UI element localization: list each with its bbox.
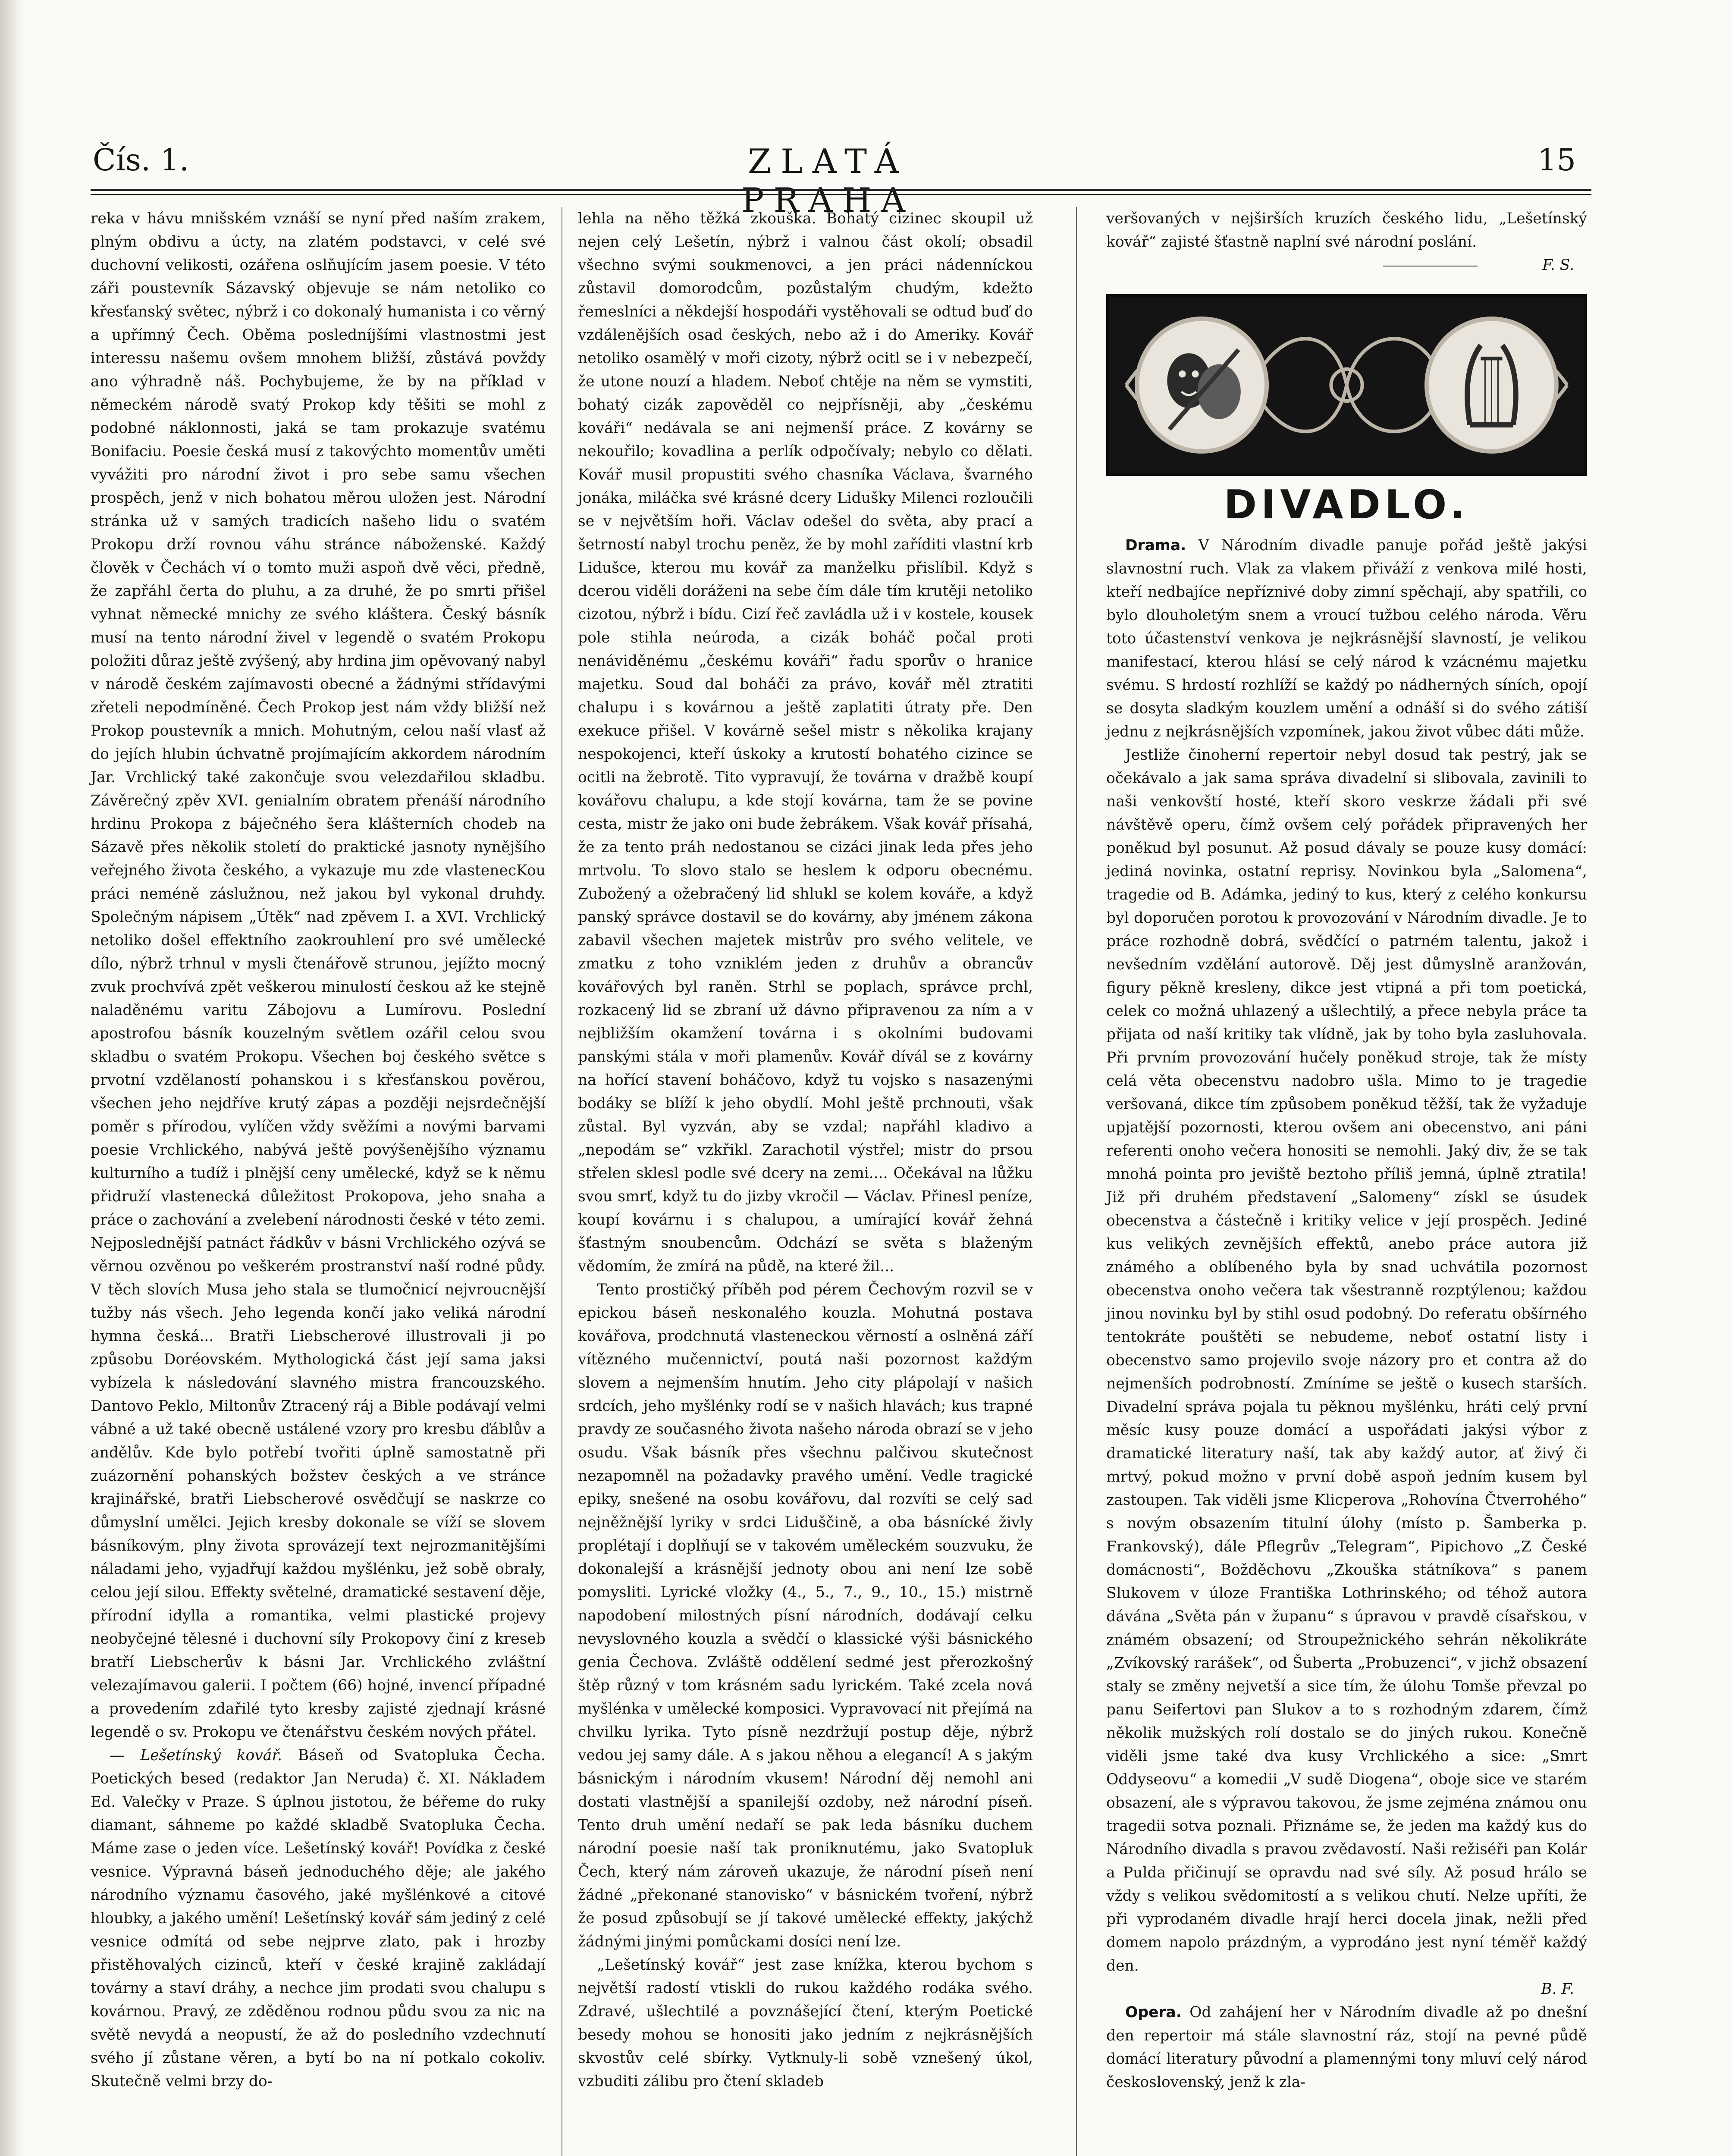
section-title-divadlo: DIVADLO. (1224, 482, 1470, 528)
theatre-banner (1106, 294, 1587, 476)
header-rule (91, 189, 1591, 191)
page-number: 15 (1537, 142, 1576, 178)
kovar-conclusion-text: „Lešetínský kovář“ jest zase knížka, kterou bychom s největší radostí vtiskli do rukou každého rodáka svého. Zdravé, ušlechtilé a povznášející čtení, kterým Poetické besedy mohou se honositi jako jedním z nejkrásnějších skvostův celé sbírky. Vytknuly-li sobě vznešený úkol, vzbuditi zálibu pro čtení skladeb (578, 1956, 1033, 2090)
kovar-closing-text: veršovaných v nejširších kruzích českého lidu, „Lešetínský kovář“ zajisté šťastně naplní své národní poslání. (1106, 210, 1587, 251)
ornament-illustration (1109, 297, 1585, 473)
signature-bf: B. F. (1541, 1981, 1574, 1998)
column-3 (1106, 207, 1587, 2094)
drama-heading: Drama. (1125, 537, 1186, 554)
drama-repertoire-text: Jestliže činoherní repertoir nebyl dosud tak pestrý, jak se očekávalo a jak sama správa divadelní si slibovala, zavinili to naši venkovští hosté, kteří skoro veskrze žádali při své návštěvě operu, čímž ovšem celý pořádek připravených her poněkud byl posunut. Až posud dávaly se pouze kusy domácí: jediná novinka, ostatní reprisy. Novinkou byla „Salomena“, tragedie od B. Adámka, jediný to kus, který z celého konkursu byl doporučen porotou k provozování v Národním divadle. Je to práce rozhodně dobrá, svědčící o patrném talentu, jakož i nevšedním vzdělání autorově. Děj jest důmyslně aranžován, figury pěkně kresleny, dikce jest vtipná a při tom poetická, celek co možná uhlazený a ušlechtilý, a přece nebyla práce ta přijata od naší kritiky tak vlídně, jak by toho byla zasluhovala. Při prvním provozování hučely poněkud stroje, tak že místy celá věta obecenstvu nadobro ušla. Mimo to je tragedie veršovaná, dikce tím způsobem poněkud těžší, tak že vyžaduje upjatější pozornosti, kterou ovšem ani obecenstvo, ani páni referenti onoho večera honositi se nemohli. Jaký div, že se tak mnohá pointa pro jeviště beztoho příliš jemná, úplně ztratila! Již při druhém představení „Salomeny“ získl se úsudek obecenstva a částečně i kritiky velice v její prospěch. Jediné kus velikých zevnějších effektů, anebo práce autora již známého a oblíbeného byla by snad uchvátila pozornost obecenstva onoho večera tak všestranně rozptýlenou; každou jinou novinku byl by stihl osud podobný. Do referatu obšírného tentokráte pouštěti se nebudeme, neboť ostatní listy i obecenstvo samo projevilo svoje názory pro et contra až do nejmenších podrobností. Zmíníme se ještě o kusech starších. Divadelní správa pojala tu pěknou myšlénku, hráti celý první měsíc kusy pouze domácí a uspořádati jakýsi výbor z dramatické literatury naší, tak aby každý autor, ať živý či mrtvý, pokud možno v první době aspoň jedním kusem byl zastoupen. Tak viděli jsme Klicperova „Rohovína Čtverrohého“ s novým obsazením titulní úlohy (místo p. Šamberka p. Frankovský), dále Pflegrův „Telegram“, Pipichovo „Z České domácnosti“, Božděchovu „Zkouška státníkova“ s panem Slukovem v úloze Františka Lothrinského; od téhož autora dávána „Světa pán v županu“ s úpravou v pravdě císařskou, v známém obsazení; od Stroupežnického sehrán několikráte „Zvíkovský rarášek“, od Šuberta „Probuzenci“, v jichž obsazení staly se změny nejvetší a sice tím, že úlohu Tomše převzal po panu Seifertovi pan Slukov a to s rozhodným zdarem, čímž několik mužských rolí dostalo se do jiných rukou. Konečně viděli jsme také dva kusy Vrchlického a sice: „Smrt Oddyseovu“ a komedii „V sudě Diogena“, oboje sice ve starém obsazení, ale s výpravou takovou, že jsme zejména známou onu tragedii sotva poznali. Přiznáme se, že jeden ma každý kus do Národního divadla s pravou zvědavostí. Naši režiséři pan Kolár a Pulda přičinují se opravdu nad své síly. Až posud hrálo se vždy s velikou svědomitostí a s velikou chutí. Nelze upříti, že při vyprodaném divadle hrají herci docela jinak, nežli před domem napolo prázdným, a vyprodáno jest nyní téměř každý den. (1106, 746, 1587, 1974)
drama-paragraph (1106, 534, 1587, 743)
opera-text: Od zahájení her v Národním divadle až po dnešní den repertoir má stále slavnostní ráz, stojí na pevné půdě domácí literatury původní a plamennými tony mluví celý národ československý, jenž k zla- (1106, 2004, 1587, 2091)
page-spine-shadow (0, 0, 26, 2156)
review-kovar-paragraph (91, 1744, 546, 2093)
kovar-plot-text: lehla na něho těžká zkouška. Bohatý cizinec skoupil už nejen celý Lešetín, nýbrž i valnou část okolí; obsadil všechno svými soukmenovci, a jen práci nádenníckou zůstavil domorodcům, pozůstalým chudým, kdežto řemeslníci a někdejší hospodáři vystěhovali se odtud buď do vzdálenějších osad českých, nebo až i do Ameriky. Kovář netoliko osamělý v moři cizoty, nýbrž ocitl se i v nebezpečí, že utone nouzí a hladem. Neboť chtěje na něm se vymstiti, bohatý cizák zapověděl co nejpřísněji, aby „českému kováři“ nedávala se ani nejmenší práce. Z kovárny se nekouřilo; kovadlina a perlík odpočívaly; nebylo co dělati. Kovář musil propustiti svého chasníka Václava, švarného jonáka, miláčka své krásné dcery Lidušky Milenci rozloučili se v největším hoři. Václav odešel do světa, aby prací a šetrností nabyl trochu peněz, že by mohl zaříditi vlastní krb Lidušce, kterou mu kovář za manželku přislíbil. Když s dcerou viděli doráženi na sebe čím dále tím krutěji netoliko cizotou, nýbrž i bídu. Cizí řeč zavládla už i v kostele, kousek pole stihla neúroda, a cizák boháč počal proti nenáviděnému „českému kováři“ řadu sporův o hranice majetku. Soud dal boháči za právo, kovář měl ztratiti chalupu i s kovárnou a ještě zaplatiti útraty pře. Den exekuce přišel. V kovárně sešel mistr s několika krajany nespokojenci, kteří úskoky a krutostí bohatého cizince se ocitli na žebrotě. Tito vypravují, že továrna v dražbě koupí kovářovu chalupu, a kde stojí kovárna, tam že se povine cesta, mistr že jako oni bude žebrákem. Však kovář přísahá, že za tento práh nedostanou se cizáci jinak leda přes jeho mrtvolu. To slovo stalo se heslem k odporu obecnému. Zubožený a ožebračený lid shlukl se kolem kováře, a když panský správce dostavil se do kovárny, aby jménem zákona zabavil všechen majetek mistrův pro svého velitele, ve zmatku z toho vzniklém jeden z druhův a obrancův kovářových byl raněn. Strhl se poplach, správce prchl, rozkacený lid se zbraní už dávno připravenou za ním a v nejbližším okamžení továrna i s okolními budovami panskými stála v moři plamenův. Kovář dívál se z kovárny na hořící stavení boháčovo, když tu vojsko s nasazenými bodáky se blíží k jeho obydlí. Mohl ještě prchnouti, však zůstal. Byl vyzván, aby se vzdal; napřáhl kladivo a „nepodám se“ vzkřikl. Zarachotil výstřel; mistr do prsou střelen sklesl podle své dcery na zemi.... Očekával na lůžku svou smrť, když tu do jizby vkročil — Václav. Přinesl peníze, koupí kovárnu i s chalupou, a umírající kovář žehná šťastným snoubencům. Odchází se světa s blaženým vědomím, že zmírá na půdě, na které žil... (578, 210, 1033, 1275)
lyre-emblem (1427, 319, 1556, 451)
signature-fs: F. S. (1106, 254, 1587, 277)
issue-number: Čís. 1. (93, 142, 189, 178)
opera-heading: Opera. (1125, 2004, 1182, 2021)
kovar-analysis-text: Tento prostičký příběh pod pérem Čechovým rozvil se v epickou báseň neskonalého kouzla. Mohutná postava kovářova, prodchnutá vlasteneckou věrností a oslněná září vítězného mučennictví, poutá naši pozornost každým slovem a nejmenším hnutím. Jeho city plápolají v našich srdcích, jeho myšlénky rodí se v našich hlavách; kus trapné pravdy ze současného života našeho národa obrazí se v jeho osudu. Však básník přes všechnu palčivou skutečnost nezapomněl na požadavky pravého umění. Vedle tragické epiky, snešené na osobu kovářovu, dal rozvíti se celý sad nejněžnější lyriky v srdci Liduščině, a oba básnícké živly proplétají i doplňují se v takovém uměleckém souzvuku, že dokonalejší a krásnější jednoty obou ani není lze sobě pomysliti. Lyrické vložky (4., 5., 7., 9., 10., 15.) mistrně napodobení milostných písní národních, dodávají celku nevyslovného kouzla a svědčí o klassické výši básnického genia Čechova. Zvláště oddělení sedmé jest přerozkošný štěp různý v tom krásném sadu lyrickém. Také zcela nová myšlénka v umělecké komposici. Vypravovací nit přejímá na chvilku lyrika. Tyto písně nezdržují postup děje, nýbrž vedou jej samy dále. A s jakou něhou a elegancí! A s jakým básnickým i národním vkusem! Národní děj nemohl ani dostati vlastnější a spanilejší ozdoby, než národní píseň. Tento druh umění nedaří se pak leda básníku duchem národní poesie naší tak proniknutému, jako Svatopluk Čech, který nám zároveň ukazuje, že národní píseň není žádné „překonané stanovisko“ v básnickém tvoření, nýbrž že posud způsobují se jí takové umělecké effekty, jakýchž žádnými jinými pomůckami dosíci není lze. (578, 1281, 1033, 1950)
opera-paragraph (1106, 2001, 1587, 2094)
review-prokop-text: reka v hávu mnišském vznáší se nyní před naším zrakem, plným obdivu a úcty, na zlatém podstavci, v celé své duchovní velikosti, ozářena oslňujícím jasem poesie. V této záři poustevník Sázavský objevuje se nám netoliko co křesťanský světec, nýbrž i co dokonalý humanista i co věrný a upřímný Čech. Oběma posledníjšími vlastnostmi jest interessu našemu ovšem mnohem bližší, zůstává povždy ano výhradně náš. Pochybujeme, že by na příklad v německém národě svatý Prokop kdy těšiti se mohl z podobné náklonnosti, jaká se tam prokazuje svatému Bonifaciu. Poesie česká musí z takovýchto momentův uměti vyvážiti pro národní život i pro sebe samu všechen prospěch, jenž v nich bohatou měrou uložen jest. Národní stránka už v samých tradicích našeho lidu o svatém Prokopu drží rovnou váhu stránce náboženské. Každý člověk v Čechách ví o tomto muži aspoň dvě věci, předně, že zapřáhl čerta do pluhu, a za druhé, že po smrti přišel vyhnat německé mnichy ze svého kláštera. Český básník musí na tento národní živel v legendě o svatém Prokopu položiti důraz ještě zvýšený, aby hrdina jim opěvovaný nabyl v národě českém zajímavosti obecné a žádnými střídavými zřeteli nepodmíněné. Čech Prokop jest nám vždy bližší než Prokop poustevník a mnich. Mohutným, celou naší vlasť až do jejích hlubin úchvatně projímajícím akkordem národním Jar. Vrchlický také zakončuje svou velezdařilou skladbu. Závěrečný zpěv XVI. genialním obratem přenáší národního hrdinu Prokopa z báječného šera klášterních chodeb na Sázavě přes několik století do praktické jasnoty nynějšího veřejného života českého, a vykazuje mu zde vlastenecKou práci neméně záslužnou, než jakou byl vykonal druhdy. Společným nápisem „Útěk“ nad zpěvem I. a XVI. Vrchlický netoliko došel effektního zaokrouhlení pro své umělecké dílo, nýbrž trhnul v mysli čtenářově strunou, jejížto mocný zvuk prochvívá zpět veškerou minulostí českou až ke stejně naladěnému varitu Zábojovu a Lumírovu. Poslední apostrofou básník kouzelným světlem ozářil celou svou skladbu o svatém Prokopu. Všechen boj českého světce s prvotní vzdělaností pohanskou i s křesťanskou pověrou, všechen jeho nejdříve krutý zápas a později nejsrdečnější poměr s přírodou, vylíčen vždy svěžími a novými barvami poesie Vrchlického, nabývá ještě povýšenějšího významu kulturního a tudíž i plnější ceny umělecké, když se k němu přidruží vlastenecká důležitost Prokopova, jeho snaha a práce o zachování a zvelebení národnosti české v této zemi. Nejposlednější patnáct řádkův v básni Vrchlického ozývá se věrnou ozvěnou po veškerém prostranství naší rodné půdy. V těch slovích Musa jeho stala se tlumočnicí nejvroucnější tužby nás všech. Jeho legenda končí jako veliká národní hymna česká... Bratři Liebscherové illustrovali ji po způsobu Doréovském. Mythologická část její sama jaksi vybízela k následování slavného mistra francouzského. Dantovo Peklo, Miltonův Ztracený ráj a Bible podávají velmi vábné a už také obecně ustálené vzory pro kresbu ďáblův a andělův. Kde bylo potřebí tvořiti úplně samostatně při zuázornění pohanských božstev českých a ve stránce krajinářské, bratři Liebscherové osvědčují se naskrze co důmyslní umělci. Jejich kresby dokonale se víží se slovem básníkovým, plny života sprovázejí text nejrozmanitějšími náladami jeho, vyjadřují každou myšlénku, jež sobě obraly, celou její silou. Effekty světelné, dramatické sestavení děje, přírodní idylla a romantika, velmi plastické projevy neobyčejné tělesné i duchovní síly Prokopovy činí z kreseb bratří Liebscherův k básni Jar. Vrchlického zvláštní velezajímavou galerii. I počtem (66) hojné, invencí případné a provedením zdařilé tyto kresby zajisté zjednají krásné legendě o sv. Prokopu ve čtenářstvu českém nových přátel. (91, 210, 546, 1741)
drama-intro-text: V Národním divadle panuje pořád ještě jakýsi slavnostní ruch. Vlak za vlakem přiváží z venkova milé hosti, kteří nedbajíce nepříznivé doby zimní spěchají, aby spatřili, co bylo dlouholetým snem a vroucí tužbou celého národa. Věru toto účastenství venkova je nejkrásnější slavností, je velikou manifestací, kterou hlásí se celý národ k vzácnému majetku svému. S hrdostí rozhlíží se každý po nádherných síních, opojí se dosyta sladkým kouzlem umění a odnáší si do svého zátiší jednu z nejkrásnějších vzpomínek, jakou život vůbec dáti může. (1106, 537, 1588, 740)
masks-emblem (1137, 319, 1267, 451)
review-kovar-title: — Lešetínský kovář. (110, 1747, 282, 1764)
column-2 (578, 207, 1033, 2093)
column-1 (91, 207, 546, 2093)
masthead-title: ZLATÁ PRAHA (741, 142, 915, 220)
header-rule-thin (91, 194, 1591, 195)
review-kovar-text: Báseň od Svatopluka Čecha. Poetických besed (redaktor Jan Neruda) č. XI. Nákladem Ed. Valečky v Praze. S úplnou jistotou, že béřeme do ruky diamant, sáhneme po každé skladbě Svatopluka Čecha. Máme zase o jeden více. Lešetínský kovář! Povídka z české vesnice. Výpravná báseň jednoduchého děje; ale jakého národního významu časového, jaké myšlénkové a citové hloubky, a jakého umění! Lešetínský kovář sám jediný z celé vesnice odmítá od sebe nejprve zlato, pak i hrozby přistěhovalých cizinců, kteří v české krajině zakládají továrny a staví dráhy, a nechce jim prodati svou chalupu s kovárnou. Pravý, ze zděděnou rodnou půdu svou za nic na světě nevydá a neopustí, že až do posledního vzdechnutí svého jí zůstane věren, a bytí bo na ní potkalo cokoliv. Skutečně velmi brzy do- (91, 1747, 546, 2090)
column-divider-2 (1076, 207, 1077, 2156)
